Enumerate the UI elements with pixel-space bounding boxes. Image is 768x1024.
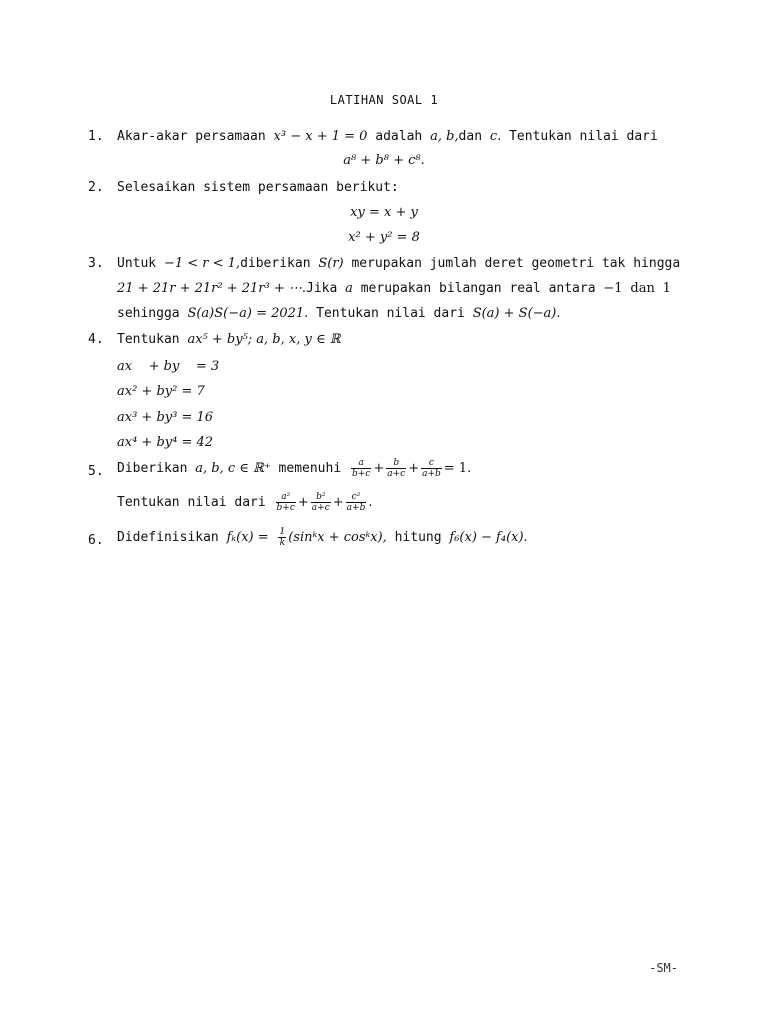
math-expression: f₆(x) − f₄(x). bbox=[449, 530, 528, 545]
equation-line: ax³ + by³ = 16 bbox=[117, 410, 214, 425]
problem-number: 5. bbox=[88, 464, 104, 479]
math-expression: S(a) + S(−a). bbox=[472, 306, 561, 321]
problem-number: 3. bbox=[88, 256, 104, 271]
math-expression: −1 < r < 1, bbox=[163, 256, 241, 271]
fraction: $\frac{\text{c²}}{a+b}$ bbox=[346, 492, 366, 513]
math-expression: a, b, bbox=[430, 129, 459, 144]
math-expression: x³ − x + 1 = 0 bbox=[273, 129, 368, 144]
fraction: $\frac{1}{k}$ bbox=[279, 527, 286, 548]
math-expression: (sinᵏx + cosᵏx), bbox=[288, 530, 387, 545]
problem-text: Akar-akar persamaan bbox=[117, 129, 266, 144]
math-expression: 21 + 21r + 21r² + 21r³ + ⋯. bbox=[117, 281, 306, 296]
fraction: $\frac{\text{a²}}{b+c}$ bbox=[276, 492, 295, 513]
problem-text: Selesaikan sistem persamaan berikut: bbox=[117, 180, 399, 195]
fraction: $\frac{b}{a+c}$ bbox=[387, 458, 406, 479]
problem-line: Untuk −1 < r < 1,diberikan S(r) merupakan jumlah deret geometri tak hingga bbox=[117, 256, 681, 271]
problem-line: sehingga S(a)S(−a) = 2021. Tentukan nilai dari S(a) + S(−a). bbox=[117, 306, 561, 321]
problem-text: dan bbox=[458, 129, 483, 144]
fraction: $\frac{a}{b+c}$ bbox=[352, 458, 371, 479]
equation-line: ax² + by² = 7 bbox=[117, 384, 205, 399]
problem-line: 21 + 21r + 21r² + 21r³ + ⋯.Jika a merupakan bilangan real antara −1 dan 1 bbox=[117, 281, 671, 296]
problem-line: Tentukan ax⁵ + by⁵; a, b, x, y ∈ ℝ bbox=[117, 332, 341, 347]
math-expression: S(a)S(−a) = 2021. bbox=[187, 306, 309, 321]
problem-number: 2. bbox=[88, 180, 104, 195]
display-equation: xy = x + y bbox=[350, 205, 418, 220]
math-expression: fₖ(x) = bbox=[226, 530, 269, 545]
math-expression: −1 bbox=[603, 281, 623, 296]
math-expression: a bbox=[345, 281, 353, 296]
equation-line: ax⁴ + by⁴ = 42 bbox=[117, 435, 214, 450]
math-expression: a, b, c ∈ ℝ⁺ bbox=[195, 461, 271, 476]
problem-line: Tentukan nilai dari $\frac{\text{a²}}{b+c}$ + $\frac{\text{b²}}{a+c}$ + $\frac{\text{c²}}{a+b}$ . bbox=[117, 492, 373, 513]
page-title: LATIHAN SOAL 1 bbox=[329, 93, 439, 107]
problem-line: Diberikan a, b, c ∈ ℝ⁺ memenuhi $\frac{a}{b+c}$ + $\frac{b}{a+c}$ + $\frac{c}{a+b}$ = 1. bbox=[117, 458, 472, 479]
equation-line: ax + by = 3 bbox=[117, 359, 220, 374]
problem-text: adalah bbox=[375, 129, 423, 144]
problem-number: 4. bbox=[88, 332, 104, 347]
math-expression: c. bbox=[489, 129, 502, 144]
display-equation: x² + y² = 8 bbox=[348, 230, 420, 245]
problem-line: Didefinisikan fₖ(x) = $\frac{1}{k}$ (sinᵏx + cosᵏx), hitung f₆(x) − f₄(x). bbox=[117, 527, 528, 548]
math-expression: ax⁵ + by⁵; a, b, x, y ∈ ℝ bbox=[187, 332, 341, 347]
problem-text: Tentukan nilai dari bbox=[509, 129, 658, 144]
problem-number: 6. bbox=[88, 533, 104, 548]
math-expression: S(r) bbox=[318, 256, 344, 271]
problem-number: 1. bbox=[88, 129, 104, 144]
display-equation: a⁸ + b⁸ + c⁸. bbox=[343, 153, 425, 168]
page-footer: -SM- bbox=[649, 961, 678, 975]
fraction: $\frac{\text{b²}}{a+c}$ bbox=[311, 492, 330, 513]
problem-line bbox=[117, 129, 658, 144]
math-expression: 1 bbox=[662, 281, 671, 296]
fraction: $\frac{c}{a+b}$ bbox=[422, 458, 441, 479]
